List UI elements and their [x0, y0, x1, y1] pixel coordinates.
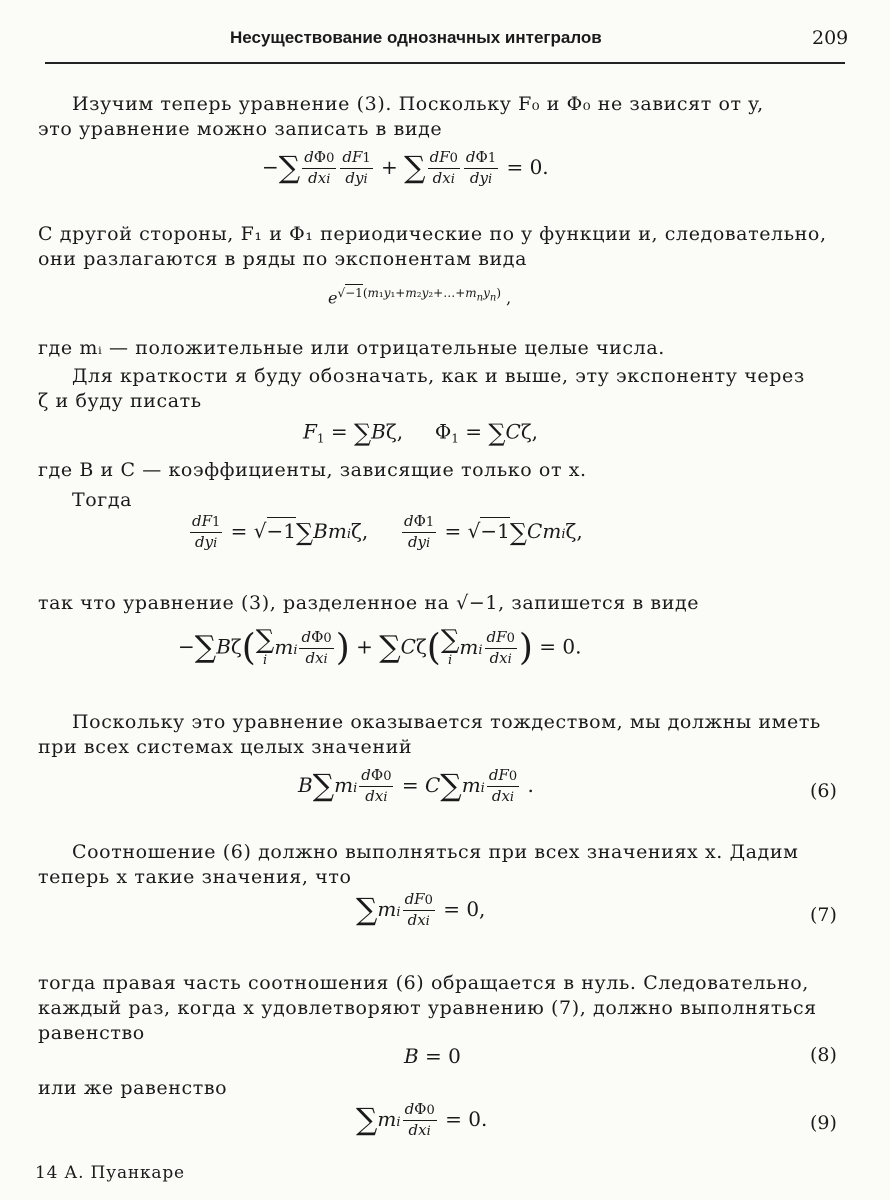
equation-8: B = 0	[404, 1044, 461, 1068]
paragraph-line: так что уравнение (3), разделенное на √−1, запишется в виде	[38, 592, 700, 614]
page-number: 209	[812, 27, 849, 49]
paragraph-line: С другой стороны, F₁ и Φ₁ периодические по y функции и, следовательно,	[38, 223, 827, 245]
paragraph-line: или же равенство	[38, 1077, 228, 1099]
equation-exponent: $e^{√-1(m_1y_1+m_2y_2+\dots+m_ny_n)}$ ,	[328, 286, 512, 308]
paragraph-line: ζ и буду писать	[38, 390, 202, 412]
paragraph-line: где mᵢ — положительные или отрицательные целые числа.	[38, 337, 665, 359]
paragraph-line: при всех системах целых значений	[38, 736, 413, 758]
paragraph-line: Соотношение (6) должно выполняться при всех значениях x. Дадим	[72, 841, 799, 863]
equation-number-6: (6)	[810, 780, 837, 802]
equation-number-8: (8)	[810, 1044, 837, 1066]
paragraph-line: где B и C — коэффициенты, зависящие только от x.	[38, 459, 587, 481]
paragraph-line: равенство	[38, 1022, 145, 1044]
paragraph-line: Тогда	[72, 489, 133, 511]
equation-d: −∑Bζ( ∑ i mi $\frac{d\Phi 0}{\text{dxi}}$ ) + ∑Cζ( ∑ i mi $\frac{dF0}{\text{dxi}}$ ) = 0.	[178, 625, 582, 669]
paragraph-line: теперь x такие значения, что	[38, 866, 352, 888]
equation-a: −∑ $\frac{d\Phi 0}{\text{dxi}}$ $\frac{dF1}{\text{dyi}}$ + ∑ $\frac{dF0}{\text{dxi}}$ $\frac{d\Phi 1}{\text{dyi}}$ = 0.	[262, 148, 549, 187]
header-rule	[45, 62, 845, 64]
equation-number-7: (7)	[810, 904, 837, 926]
paragraph-line: каждый раз, когда x удовлетворяют уравнению (7), должно выполняться	[38, 997, 817, 1019]
equation-b: $F_1 = \sum B\zeta$, $\Phi_1 = \sum C\zeta$,	[303, 419, 539, 447]
paragraph-line: тогда правая часть соотношения (6) обращается в нуль. Следовательно,	[38, 972, 809, 994]
equation-6: B∑mi $\frac{d\Phi 0}{\text{dxi}}$ = C∑mi $\frac{dF0}{\text{dxi}}$ .	[298, 766, 534, 805]
paragraph-line: Поскольку это уравнение оказывается тождеством, мы должны иметь	[72, 711, 821, 733]
running-header-title: Несуществование однозначных интегралов	[230, 28, 602, 47]
equation-7: ∑mi $\frac{dF0}{\text{dxi}}$ = 0,	[356, 890, 486, 929]
paragraph-line: это уравнение можно записать в виде	[38, 118, 443, 140]
paragraph-line: Изучим теперь уравнение (3). Поскольку F₀ и Φ₀ не зависят от y,	[72, 93, 764, 115]
equation-number-9: (9)	[810, 1112, 837, 1134]
equation-c: $\frac{dF1}{\text{dyi}}$ = √−1∑Bmiζ, $\frac{d\Phi 1}{\text{dyi}}$ = √−1∑Cmiζ,	[192, 512, 583, 551]
paragraph-line: они разлагаются в ряды по экспонентам вида	[38, 248, 528, 270]
paragraph-line: Для краткости я буду обозначать, как и выше, эту экспоненту через	[72, 365, 805, 387]
footer-signature: 14 А. Пуанкаре	[35, 1163, 185, 1183]
equation-9: ∑mi $\frac{d\Phi 0}{\text{dxi}}$ = 0.	[356, 1100, 488, 1139]
